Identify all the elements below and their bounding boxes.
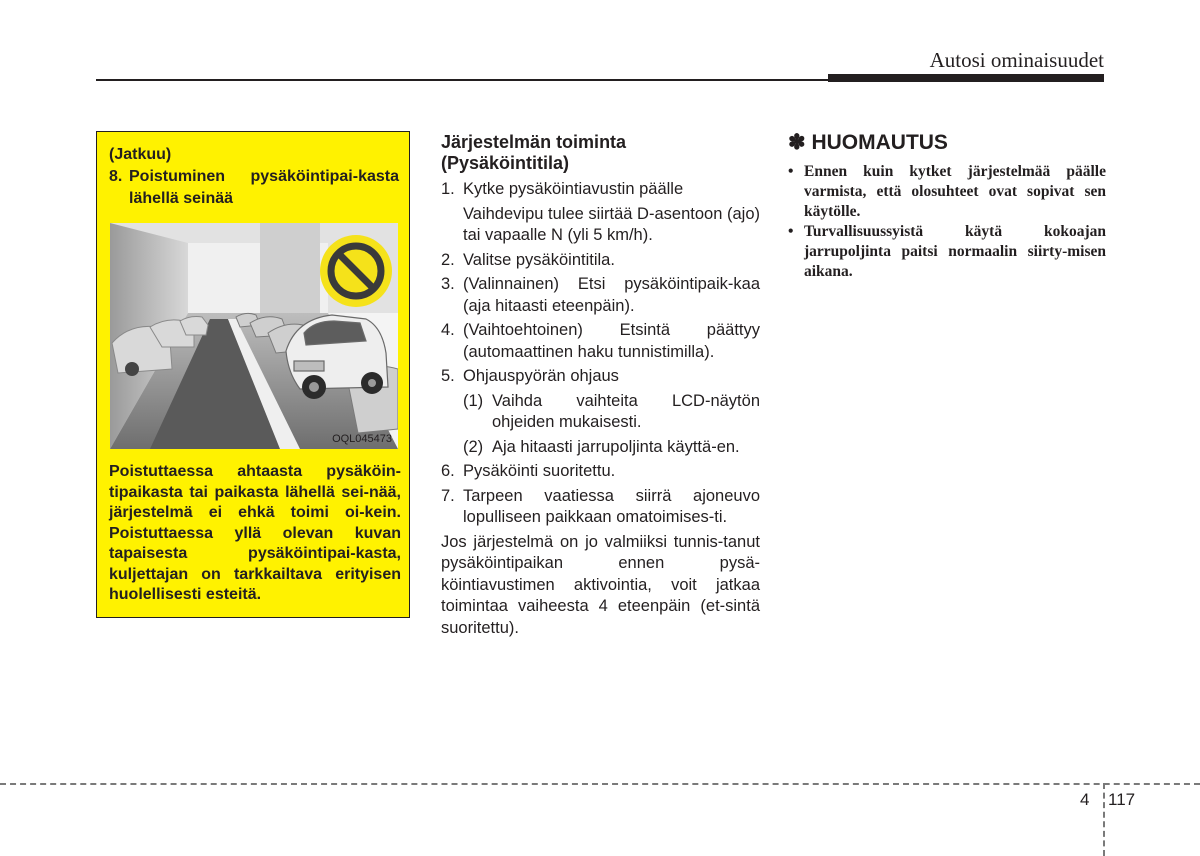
step-item <box>441 179 760 201</box>
substep-item <box>441 437 760 459</box>
notice-bullet <box>788 162 1106 222</box>
figure-code: OQL045473 <box>332 433 392 445</box>
step-text: Ohjauspyörän ohjaus <box>463 367 619 385</box>
notice-bullet-text: Ennen kuin kytket järjestelmää päälle varmista, että olosuhteet ovat sopivat sen käytölle. <box>804 163 1106 220</box>
section-heading-line2: (Pysäköintitila) <box>441 153 570 173</box>
substep-text: Aja hitaasti jarrupoljinta käyttä-en. <box>492 437 740 456</box>
parking-garage-image <box>110 223 398 449</box>
notice-section <box>788 130 1106 282</box>
step-number: 4. <box>441 321 455 339</box>
section-heading <box>441 132 760 174</box>
step-item <box>441 250 760 272</box>
substep-text: Vaihda vaihteita LCD-näytön ohjeiden mukaisesti. <box>492 391 760 431</box>
running-header: Autosi ominaisuudet <box>929 48 1104 72</box>
header-tab-bar <box>828 74 1104 82</box>
substep-item <box>441 391 760 434</box>
substep-number: (1) <box>463 391 484 410</box>
parking-illustration <box>110 223 398 449</box>
section-heading-line1: Järjestelmän toiminta <box>441 132 627 152</box>
warning-continued-label: (Jatkuu) <box>109 146 172 163</box>
bullet-icon: • <box>788 163 794 180</box>
substep-number: (2) <box>463 437 484 456</box>
chapter-number: 4 <box>1080 790 1090 809</box>
prohibition-icon <box>320 235 392 307</box>
warning-item-title: Poistuminen pysäköintipai-kasta lähellä seinää <box>129 168 399 207</box>
notice-heading <box>788 130 1106 156</box>
page-number: 117 <box>1108 790 1136 809</box>
step-text: Pysäköinti suoritettu. <box>463 462 616 480</box>
step-item <box>441 366 760 388</box>
step-text: (Vaihtoehtoinen) Etsintä päättyy (automaattinen haku tunnistimilla). <box>463 321 760 361</box>
step-number: 1. <box>441 180 455 198</box>
notice-title: HUOMAUTUS <box>811 131 948 154</box>
warning-text: Poistuttaessa ahtaasta pysäköin-tipaikasta tai paikasta lähellä sei-nää, järjestelmä ei ehkä toimi oi-kein. Poistuttaessa yllä olevan kuvan tapaisesta pysäköintipai-kasta, kuljettajan on tarkkailtava erityisen huolellisesti esteitä. <box>109 463 401 603</box>
step-note: Vaihdevipu tulee siirtää D-asentoon (ajo) tai vapaalle N (yli 5 km/h). <box>463 204 760 244</box>
warning-box <box>96 131 410 618</box>
step-item <box>441 461 760 483</box>
warning-item <box>109 166 399 210</box>
procedure-section <box>441 132 760 639</box>
step-text: (Valinnainen) Etsi pysäköintipaik-kaa (aja hitaasti eteenpäin). <box>463 275 760 315</box>
step-number: 6. <box>441 462 455 480</box>
notice-asterisk-icon: ✽ <box>788 131 806 154</box>
step-text: Tarpeen vaatiessa siirrä ajoneuvo lopulliseen paikkaan omatoimises-ti. <box>463 486 760 526</box>
procedure-paragraph: Jos järjestelmä on jo valmiiksi tunnis-tanut pysäköintipaikan ennen pysä-köintiavustimen aktivointia, voit jatkaa toimintaa vaiheesta 4 eteenpäin (et-sintä suoritettu). <box>441 532 760 637</box>
step-number: 5. <box>441 367 455 385</box>
step-number: 2. <box>441 250 455 269</box>
bullet-icon: • <box>788 223 794 240</box>
step-item <box>441 486 760 529</box>
step-item <box>441 320 760 363</box>
notice-bullet-text: Turvallisuussyistä käytä kokoajan jarrupoljinta paitsi normaalin siirty-misen aikana. <box>804 223 1106 280</box>
step-text: Valitse pysäköintitila. <box>463 250 615 269</box>
notice-bullet <box>788 222 1106 282</box>
footer-divider <box>1103 783 1105 856</box>
footer-rule <box>0 783 1200 785</box>
step-number: 7. <box>441 486 455 505</box>
warning-item-number: 8. <box>109 168 123 185</box>
step-number: 3. <box>441 275 455 293</box>
step-text: Kytke pysäköintiavustin päälle <box>463 180 684 198</box>
warning-header <box>109 144 399 210</box>
step-item <box>441 274 760 317</box>
